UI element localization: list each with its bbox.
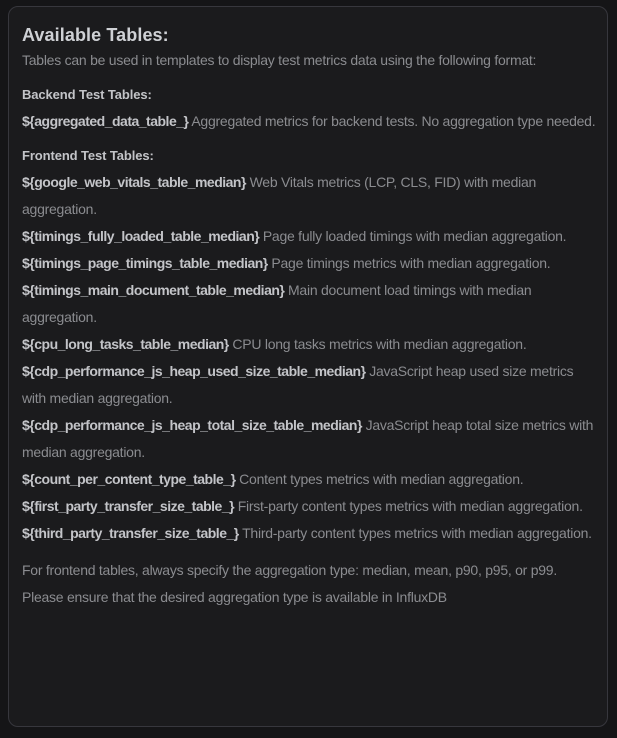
panel-title: Available Tables: [22,25,169,45]
table-entry-timings-page-timings [22,250,597,277]
table-variable: ${cdp_performance_js_heap_total_size_table_median} [22,417,362,433]
table-variable: ${count_per_content_type_table_} [22,471,236,487]
table-variable: ${cpu_long_tasks_table_median} [22,336,229,352]
table-entry-cpu-long-tasks [22,331,597,358]
table-description: JavaScript heap total size metrics with median aggregation. [22,417,594,460]
table-description: Page timings metrics with median aggregation. [271,255,551,271]
available-tables-panel [8,6,608,727]
table-description: Web Vitals metrics (LCP, CLS, FID) with median aggregation. [22,174,537,217]
frontend-tables-section [22,142,597,547]
table-variable: ${google_web_vitals_table_median} [22,174,246,190]
table-entry-count-per-content-type [22,466,597,493]
table-variable: ${timings_page_timings_table_median} [22,255,268,271]
table-description: CPU long tasks metrics with median aggregation. [232,336,527,352]
table-entry-third-party-transfer-size [22,520,597,547]
table-description: Aggregated metrics for backend tests. No aggregation type needed. [191,113,596,129]
backend-tables-section [22,81,597,135]
table-variable: ${first_party_transfer_size_table_} [22,498,235,514]
table-description: JavaScript heap used size metrics with median aggregation. [22,363,574,406]
table-description: Content types metrics with median aggregation. [239,471,524,487]
table-variable: ${timings_main_document_table_median} [22,282,285,298]
table-description: Third-party content types metrics with median aggregation. [242,525,592,541]
table-entry-first-party-transfer-size [22,493,597,520]
table-variable: ${cdp_performance_js_heap_used_size_table_median} [22,363,366,379]
table-description: Main document load timings with median aggregation. [22,282,532,325]
table-variable: ${aggregated_data_table_} [22,113,189,129]
table-description: Page fully loaded timings with median aggregation. [262,228,567,244]
table-entry-google-web-vitals [22,169,597,223]
table-entry-timings-main-document [22,277,597,331]
aggregation-footer-note: For frontend tables, always specify the aggregation type: median, mean, p90, p95, or p99. Please ensure that the desired aggregation type is available in InfluxDB [22,562,557,605]
table-description: First-party content types metrics with median aggregation. [237,498,583,514]
backend-section-heading: Backend Test Tables: [22,87,152,102]
table-variable: ${third_party_transfer_size_table_} [22,525,239,541]
table-entry-timings-fully-loaded [22,223,597,250]
table-variable: ${timings_fully_loaded_table_median} [22,228,260,244]
table-entry-aggregated-data [22,108,597,135]
panel-intro: Tables can be used in templates to display test metrics data using the following format: [22,52,537,68]
table-entry-js-heap-total-size [22,412,597,466]
table-entry-js-heap-used-size [22,358,597,412]
frontend-section-heading: Frontend Test Tables: [22,148,154,163]
